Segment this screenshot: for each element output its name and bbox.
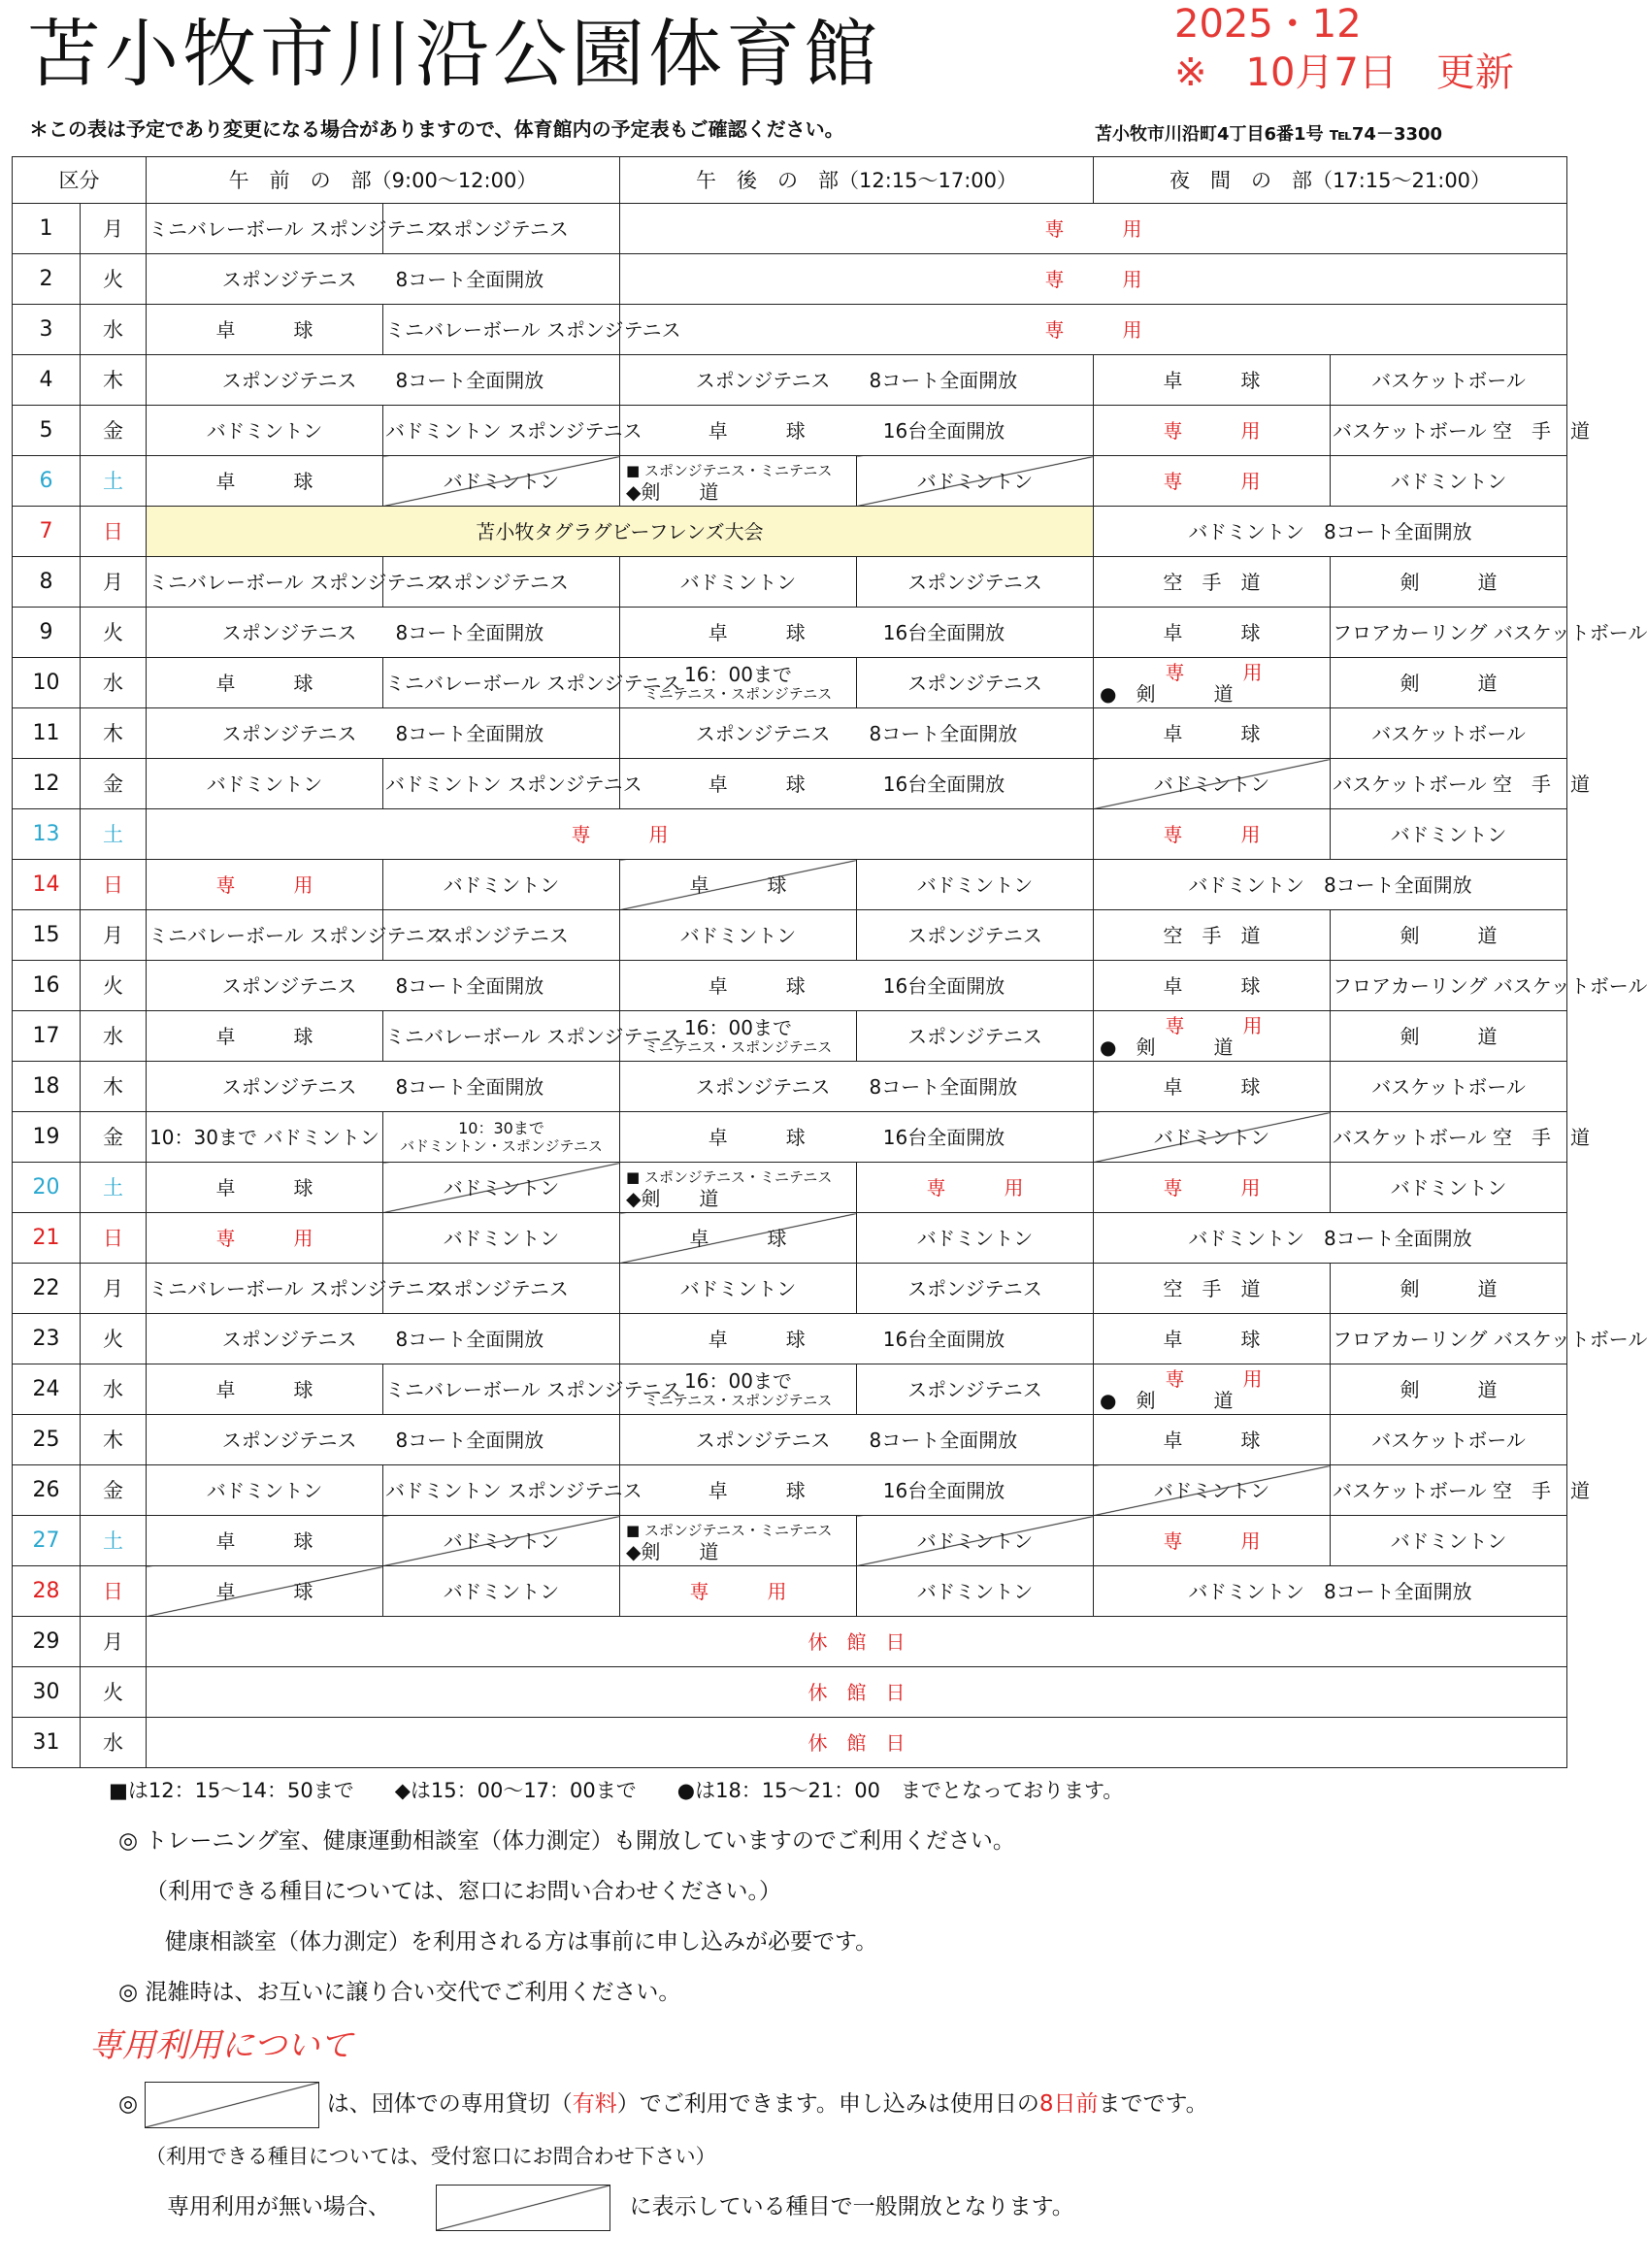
schedule-cell-line: 専 用 — [1165, 1366, 1263, 1391]
exclusive-section-title: 専用利用について — [89, 2026, 353, 2065]
day-number: 22 — [13, 1264, 81, 1314]
schedule-cell — [383, 1112, 620, 1163]
exclusive-inquiry: （利用できる種目については、受付窓口にお問合わせ下さい） — [146, 2145, 716, 2168]
table-row — [13, 658, 1567, 708]
schedule-cell — [620, 456, 857, 507]
schedule-cell: 剣 道 — [1331, 910, 1567, 961]
update-note: ※ 10月7日 更新 — [1174, 50, 1514, 95]
table-row — [13, 961, 1567, 1011]
exclusive-fee: 有料 — [572, 2091, 617, 2117]
table-row — [13, 406, 1567, 456]
schedule-cell: 専 用 — [620, 305, 1567, 355]
schedule-cell: バドミントン — [147, 759, 383, 809]
schedule-cell: 卓 球 — [147, 1516, 383, 1566]
day-number: 26 — [13, 1465, 81, 1516]
schedule-cell-line: 16：00まで — [684, 662, 792, 686]
day-of-week: 土 — [81, 1163, 147, 1213]
schedule-cell: バドミントン — [383, 860, 620, 910]
schedule-cell: スポンジテニス 8コート全面開放 — [147, 608, 620, 658]
day-of-week: 日 — [81, 1213, 147, 1264]
health-note: 健康相談室（体力測定）を利用される方は事前に申し込みが必要です。 — [165, 1929, 878, 1955]
day-number: 18 — [13, 1062, 81, 1112]
day-number: 11 — [13, 708, 81, 759]
schedule-cell: 卓 球 16台全面開放 — [620, 1465, 1094, 1516]
schedule-cell: スポンジテニス 8コート全面開放 — [147, 1415, 620, 1465]
schedule-cell: 専 用 — [1094, 456, 1331, 507]
table-row — [13, 860, 1567, 910]
exclusive-sample-box — [145, 2082, 319, 2128]
schedule-cell: 専 用 — [620, 1566, 857, 1617]
schedule-cell: バドミントン — [1331, 456, 1567, 507]
inquiry-note: （利用できる種目については、窓口にお問い合わせください。） — [146, 1879, 782, 1904]
schedule-cell: バドミントン — [383, 1566, 620, 1617]
day-of-week: 火 — [81, 1667, 147, 1718]
crowd-note: ◎ 混雑時は、お互いに譲り合い交代でご利用ください。 — [118, 1980, 681, 2005]
table-row — [13, 1062, 1567, 1112]
schedule-cell: 卓 球 — [147, 1011, 383, 1062]
table-row — [13, 1566, 1567, 1617]
day-of-week: 火 — [81, 608, 147, 658]
day-of-week: 土 — [81, 809, 147, 860]
table-row — [13, 809, 1567, 860]
schedule-cell: 剣 道 — [1331, 557, 1567, 608]
schedule-cell: バドミントン 8コート全面開放 — [1094, 1566, 1567, 1617]
day-number: 21 — [13, 1213, 81, 1264]
schedule-cell: 専 用 — [1094, 406, 1331, 456]
schedule-cell — [620, 1516, 857, 1566]
schedule-cell: スポンジテニス 8コート全面開放 — [620, 1062, 1094, 1112]
schedule-cell — [620, 1163, 857, 1213]
schedule-cell-line: ◆剣 道 — [626, 1539, 719, 1563]
table-row — [13, 1364, 1567, 1415]
year-month: 2025・12 — [1174, 2, 1362, 47]
schedule-cell: 卓 球 — [1094, 1314, 1331, 1364]
day-number: 6 — [13, 456, 81, 507]
schedule-cell: ミニバレーボール スポンジテニス — [383, 1364, 620, 1415]
day-of-week: 水 — [81, 658, 147, 708]
schedule-cell: 剣 道 — [1331, 1364, 1567, 1415]
schedule-cell: 卓 球 — [147, 658, 383, 708]
table-row — [13, 1264, 1567, 1314]
schedule-cell-line: ■ スポンジテニス・ミニテニス — [626, 1167, 833, 1186]
day-number: 19 — [13, 1112, 81, 1163]
schedule-cell-line: ■ スポンジテニス・ミニテニス — [626, 1521, 833, 1539]
schedule-cell: バドミントン — [620, 557, 857, 608]
schedule-cell: バスケットボール — [1331, 1415, 1567, 1465]
schedule-cell: ミニバレーボール スポンジテニス — [383, 305, 620, 355]
header-morning: 午 前 の 部（9:00～12:00） — [147, 157, 620, 204]
general-open-note — [167, 2182, 1074, 2232]
schedule-cell: ミニバレーボール スポンジテニス — [147, 204, 383, 254]
schedule-cell: 専 用 — [620, 254, 1567, 305]
day-number: 24 — [13, 1364, 81, 1415]
schedule-cell: バドミントン 8コート全面開放 — [1094, 860, 1567, 910]
schedule-cell: スポンジテニス — [857, 658, 1094, 708]
schedule-cell: 卓 球 16台全面開放 — [620, 1112, 1094, 1163]
schedule-cell: フロアカーリング バスケットボール — [1331, 961, 1567, 1011]
schedule-cell: 卓 球 16台全面開放 — [620, 961, 1094, 1011]
day-of-week: 金 — [81, 406, 147, 456]
no-exclusive-text: 専用利用が無い場合、 — [167, 2194, 390, 2219]
day-of-week: 月 — [81, 1617, 147, 1667]
schedule-cell: スポンジテニス — [383, 204, 620, 254]
schedule-cell-line: ■ スポンジテニス・ミニテニス — [626, 461, 833, 479]
schedule-cell-line: ◆剣 道 — [626, 479, 719, 504]
schedule-cell: バドミントン スポンジテニス — [383, 759, 620, 809]
day-of-week: 月 — [81, 910, 147, 961]
day-of-week: 水 — [81, 1011, 147, 1062]
table-row — [13, 204, 1567, 254]
table-row — [13, 759, 1567, 809]
schedule-cell: スポンジテニス — [857, 1364, 1094, 1415]
schedule-cell — [1094, 1011, 1331, 1062]
schedule-notice: ＊この表は予定であり変更になる場合がありますので、体育館内の予定表もご確認ください。 — [29, 117, 844, 141]
schedule-cell: 専 用 — [620, 204, 1567, 254]
schedule-cell: バスケットボール — [1331, 1062, 1567, 1112]
table-row — [13, 1516, 1567, 1566]
day-of-week: 水 — [81, 305, 147, 355]
schedule-cell: フロアカーリング バスケットボール — [1331, 608, 1567, 658]
schedule-cell-line: ミニテニス・スポンジテニス — [643, 1391, 833, 1409]
time-legend: ■は12：15～14：50まで ◆は15：00～17：00まで ●は18：15～21：00 までとなっております。 — [109, 1779, 1124, 1802]
schedule-cell: 専 用 — [147, 1213, 383, 1264]
schedule-cell: スポンジテニス 8コート全面開放 — [620, 355, 1094, 406]
schedule-cell-line: ● 剣 道 — [1100, 1035, 1234, 1059]
day-of-week: 水 — [81, 1718, 147, 1768]
day-of-week: 火 — [81, 1314, 147, 1364]
day-of-week: 木 — [81, 355, 147, 406]
exclusive-note — [118, 2079, 1208, 2129]
day-number: 4 — [13, 355, 81, 406]
schedule-cell: ミニバレーボール スポンジテニス — [383, 1011, 620, 1062]
schedule-cell: バドミントン — [383, 456, 620, 507]
schedule-cell-line: ◆剣 道 — [626, 1186, 719, 1210]
day-of-week: 月 — [81, 204, 147, 254]
schedule-cell: バドミントン — [383, 1163, 620, 1213]
facility-address: 苫小牧市川沿町4丁目6番1号 ℡74－3300 — [1095, 124, 1443, 145]
table-row — [13, 557, 1567, 608]
day-number: 12 — [13, 759, 81, 809]
table-row — [13, 708, 1567, 759]
day-of-week: 木 — [81, 708, 147, 759]
exclusive-text-a: は、団体での専用貸切（ — [326, 2091, 573, 2117]
schedule-cell: 卓 球 — [1094, 608, 1331, 658]
header-evening: 夜 間 の 部（17:15～21:00） — [1094, 157, 1567, 204]
schedule-cell — [1094, 1364, 1331, 1415]
schedule-cell: 専 用 — [147, 860, 383, 910]
schedule-cell — [1094, 658, 1331, 708]
schedule-cell: 卓 球 16台全面開放 — [620, 1314, 1094, 1364]
schedule-cell-line: ● 剣 道 — [1100, 681, 1234, 706]
schedule-cell: スポンジテニス 8コート全面開放 — [620, 1415, 1094, 1465]
schedule-cell: 剣 道 — [1331, 658, 1567, 708]
table-row — [13, 1667, 1567, 1718]
schedule-cell: バスケットボール 空 手 道 — [1331, 1112, 1567, 1163]
table-row — [13, 1163, 1567, 1213]
table-row — [13, 1415, 1567, 1465]
schedule-cell: バスケットボール 空 手 道 — [1331, 406, 1567, 456]
day-of-week: 土 — [81, 456, 147, 507]
table-row — [13, 1314, 1567, 1364]
day-number: 14 — [13, 860, 81, 910]
day-of-week: 日 — [81, 860, 147, 910]
schedule-cell: スポンジテニス 8コート全面開放 — [147, 254, 620, 305]
schedule-cell: スポンジテニス — [857, 910, 1094, 961]
schedule-cell: 卓 球 — [147, 1163, 383, 1213]
schedule-cell-line: 16：00まで — [684, 1015, 792, 1039]
schedule-cell: バドミントン 8コート全面開放 — [1094, 1213, 1567, 1264]
table-row — [13, 1465, 1567, 1516]
schedule-cell: バドミントン スポンジテニス — [383, 1465, 620, 1516]
schedule-cell: バドミントン — [1331, 809, 1567, 860]
schedule-cell: 卓 球 16台全面開放 — [620, 759, 1094, 809]
day-number: 3 — [13, 305, 81, 355]
schedule-cell: バドミントン 8コート全面開放 — [1094, 507, 1567, 557]
day-of-week: 火 — [81, 961, 147, 1011]
schedule-cell: スポンジテニス — [383, 557, 620, 608]
day-number: 7 — [13, 507, 81, 557]
schedule-cell: スポンジテニス — [383, 1264, 620, 1314]
schedule-cell: スポンジテニス 8コート全面開放 — [620, 708, 1094, 759]
day-number: 2 — [13, 254, 81, 305]
schedule-cell: 苫小牧タグラグビーフレンズ大会 — [147, 507, 1094, 557]
schedule-cell: バドミントン — [147, 406, 383, 456]
schedule-cell-line: 16：00まで — [684, 1368, 792, 1393]
schedule-cell-line: バドミントン・スポンジテニス — [400, 1136, 603, 1155]
header-afternoon: 午 後 の 部（12:15～17:00） — [620, 157, 1094, 204]
table-row — [13, 608, 1567, 658]
schedule-cell: 専 用 — [147, 809, 1094, 860]
schedule-cell: バスケットボール 空 手 道 — [1331, 1465, 1567, 1516]
schedule-cell: 休 館 日 — [147, 1617, 1567, 1667]
table-row — [13, 456, 1567, 507]
schedule-cell: スポンジテニス 8コート全面開放 — [147, 708, 620, 759]
table-row — [13, 1718, 1567, 1768]
day-number: 30 — [13, 1667, 81, 1718]
table-row — [13, 1617, 1567, 1667]
schedule-cell: バドミントン — [1331, 1163, 1567, 1213]
training-note: ◎ トレーニング室、健康運動相談室（体力測定）も開放していますのでご利用ください。 — [118, 1828, 1015, 1854]
general-sample-box — [436, 2185, 610, 2231]
day-number: 1 — [13, 204, 81, 254]
schedule-cell: 専 用 — [1094, 1163, 1331, 1213]
schedule-cell: バスケットボール — [1331, 355, 1567, 406]
schedule-cell: 卓 球 — [620, 1213, 857, 1264]
schedule-cell: 卓 球 — [147, 456, 383, 507]
schedule-cell: 卓 球 — [1094, 961, 1331, 1011]
schedule-body — [13, 157, 1647, 1768]
schedule-cell: スポンジテニス — [857, 1264, 1094, 1314]
schedule-cell: バドミントン スポンジテニス — [383, 406, 620, 456]
day-number: 27 — [13, 1516, 81, 1566]
day-of-week: 土 — [81, 1516, 147, 1566]
day-number: 8 — [13, 557, 81, 608]
schedule-cell: 卓 球 — [147, 305, 383, 355]
schedule-cell: バドミントン — [620, 1264, 857, 1314]
table-row — [13, 1112, 1567, 1163]
schedule-cell: 空 手 道 — [1094, 557, 1331, 608]
schedule-cell: スポンジテニス — [857, 1011, 1094, 1062]
schedule-cell: バスケットボール 空 手 道 — [1331, 759, 1567, 809]
schedule-cell: 卓 球 — [620, 860, 857, 910]
schedule-cell: 空 手 道 — [1094, 910, 1331, 961]
schedule-cell: バドミントン — [857, 1213, 1094, 1264]
schedule-cell: バドミントン — [857, 1566, 1094, 1617]
schedule-cell: 専 用 — [1094, 1516, 1331, 1566]
day-of-week: 木 — [81, 1062, 147, 1112]
schedule-cell: バドミントン — [857, 456, 1094, 507]
schedule-cell: バドミントン — [383, 1213, 620, 1264]
schedule-cell-line: 専 用 — [1165, 660, 1263, 684]
schedule-cell: 卓 球 — [147, 1364, 383, 1415]
schedule-cell: フロアカーリング バスケットボール — [1331, 1314, 1567, 1364]
day-number: 5 — [13, 406, 81, 456]
schedule-cell: バドミントン — [147, 1465, 383, 1516]
schedule-cell: 専 用 — [1094, 809, 1331, 860]
schedule-cell: バドミントン — [383, 1516, 620, 1566]
schedule-cell: スポンジテニス 8コート全面開放 — [147, 1314, 620, 1364]
schedule-cell: 卓 球 — [1094, 1062, 1331, 1112]
schedule-cell: スポンジテニス 8コート全面開放 — [147, 961, 620, 1011]
day-of-week: 火 — [81, 254, 147, 305]
schedule-cell: バドミントン — [857, 1516, 1094, 1566]
table-row — [13, 355, 1567, 406]
day-number: 15 — [13, 910, 81, 961]
page-title: 苫小牧市川沿公園体育館 — [27, 11, 881, 97]
schedule-cell: バスケットボール — [1331, 708, 1567, 759]
schedule-cell-line: 10：30まで — [458, 1118, 544, 1137]
schedule-cell: バドミントン — [1331, 1516, 1567, 1566]
day-of-week: 日 — [81, 1566, 147, 1617]
day-number: 29 — [13, 1617, 81, 1667]
schedule-cell: ミニバレーボール スポンジテニス — [147, 1264, 383, 1314]
table-row — [13, 1011, 1567, 1062]
schedule-cell: スポンジテニス — [857, 557, 1094, 608]
schedule-cell: スポンジテニス 8コート全面開放 — [147, 355, 620, 406]
schedule-cell: ミニバレーボール スポンジテニス — [147, 910, 383, 961]
schedule-date — [1174, 0, 1582, 97]
exclusive-text-c: までです。 — [1098, 2091, 1208, 2117]
schedule-cell: 卓 球 16台全面開放 — [620, 608, 1094, 658]
day-number: 13 — [13, 809, 81, 860]
exclusive-mark: ◎ — [118, 2091, 139, 2117]
general-open-text: に表示している種目で一般開放となります。 — [629, 2194, 1074, 2219]
schedule-cell: 卓 球 16台全面開放 — [620, 406, 1094, 456]
day-of-week: 金 — [81, 1112, 147, 1163]
schedule-cell: 空 手 道 — [1094, 1264, 1331, 1314]
day-number: 31 — [13, 1718, 81, 1768]
schedule-cell: バドミントン — [620, 910, 857, 961]
schedule-cell: 10：30まで バドミントン — [147, 1112, 383, 1163]
schedule-cell: 卓 球 — [1094, 708, 1331, 759]
day-number: 23 — [13, 1314, 81, 1364]
schedule-cell: ミニバレーボール スポンジテニス — [383, 658, 620, 708]
schedule-cell: 休 館 日 — [147, 1718, 1567, 1768]
day-of-week: 金 — [81, 1465, 147, 1516]
schedule-cell: バドミントン — [1094, 1465, 1331, 1516]
schedule-cell: 卓 球 — [1094, 1415, 1331, 1465]
schedule-cell-line: ミニテニス・スポンジテニス — [643, 684, 833, 703]
day-number: 20 — [13, 1163, 81, 1213]
schedule-cell: バドミントン — [857, 860, 1094, 910]
day-of-week: 月 — [81, 1264, 147, 1314]
exclusive-text-b: ）でご利用できます。申し込みは使用日の — [616, 2091, 1039, 2117]
table-header-row — [13, 157, 1567, 204]
table-row — [13, 254, 1567, 305]
table-row — [13, 910, 1567, 961]
schedule-cell: バドミントン — [1094, 1112, 1331, 1163]
table-row — [13, 1213, 1567, 1264]
day-of-week: 月 — [81, 557, 147, 608]
schedule-table — [12, 156, 1647, 1768]
day-of-week: 日 — [81, 507, 147, 557]
day-number: 16 — [13, 961, 81, 1011]
schedule-cell: 剣 道 — [1331, 1264, 1567, 1314]
schedule-cell-line: ● 剣 道 — [1100, 1388, 1234, 1412]
schedule-cell: バドミントン — [1094, 759, 1331, 809]
schedule-cell: 剣 道 — [1331, 1011, 1567, 1062]
schedule-cell: 休 館 日 — [147, 1667, 1567, 1718]
day-number: 28 — [13, 1566, 81, 1617]
schedule-cell: スポンジテニス — [383, 910, 620, 961]
day-number: 17 — [13, 1011, 81, 1062]
day-number: 25 — [13, 1415, 81, 1465]
schedule-cell: スポンジテニス 8コート全面開放 — [147, 1062, 620, 1112]
table-row — [13, 507, 1567, 557]
header-category: 区分 — [13, 157, 147, 204]
schedule-cell: 専 用 — [857, 1163, 1094, 1213]
day-number: 10 — [13, 658, 81, 708]
day-of-week: 木 — [81, 1415, 147, 1465]
schedule-cell: 卓 球 — [147, 1566, 383, 1617]
schedule-cell: ミニバレーボール スポンジテニス — [147, 557, 383, 608]
day-of-week: 金 — [81, 759, 147, 809]
schedule-cell: 卓 球 — [1094, 355, 1331, 406]
day-of-week: 水 — [81, 1364, 147, 1415]
exclusive-days: 8日前 — [1038, 2091, 1099, 2117]
day-number: 9 — [13, 608, 81, 658]
schedule-cell-line: 専 用 — [1165, 1013, 1263, 1037]
schedule-cell-line: ミニテニス・スポンジテニス — [643, 1037, 833, 1056]
table-row — [13, 305, 1567, 355]
